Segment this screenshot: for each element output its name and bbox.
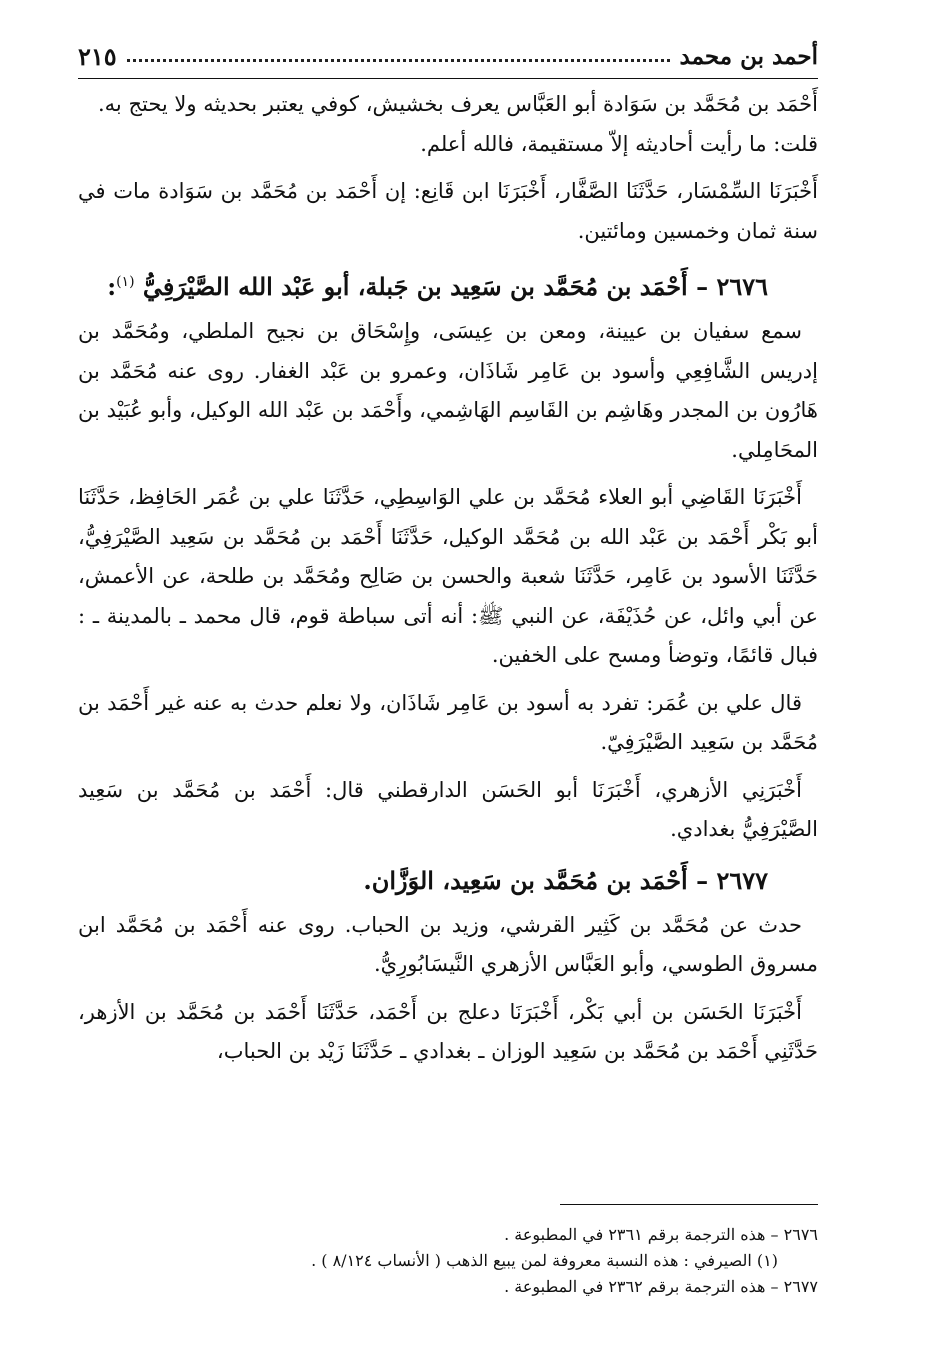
entry-heading-2677: ٢٦٧٧ – أَحْمَد بن مُحَمَّد بن سَعِيد، الوَزَّان. xyxy=(363,865,768,895)
footnote-marker: (١) xyxy=(116,274,135,290)
paragraph: سمع سفيان بن عيينة، ومعن بن عِيسَى، وإِسْحَاق بن نجيح الملطي، ومُحَمَّد بن إدريس الشَّافِعِي وأسود بن عَامِر شَاذَان، وعمرو بن عَبْد الغفار. روى عنه مُحَمَّد بن هَارُون بن المجدر وهَاشِم بن القَاسِم الهَاشِمي، وأَحْمَد بن عَبْد الله الوكيل، وأبو عُبَيْد بن المحَامِلي. xyxy=(78,319,818,462)
body-text xyxy=(78,85,818,1072)
paragraph: أَخْبَرَنِي الأزهري، أَخْبَرَنَا أبو الحَسَن الدارقطني قال: أَحْمَد بن مُحَمَّد بن سَعِيد الصَّيْرَفِيُّ بغدادي. xyxy=(78,777,818,841)
footnote: ٢٦٧٧ – هذه الترجمة برقم ٢٣٦٢ في المطبوعة . xyxy=(504,1277,818,1296)
paragraph: أَخْبَرَنَا القَاضِي أبو العلاء مُحَمَّد بن علي الوَاسِطِي، حَدَّثَنَا علي بن عُمَر الحَافِظ، حَدَّثَنَا أبو بَكْر أَحْمَد بن عَبْد الله بن مُحَمَّد الوكيل، حَدَّثَنَا أَحْمَد بن مُحَمَّد بن سَعِيد الصَّيْرَفِيُّ، حَدَّثَنَا الأسود بن عَامِر، حَدَّثَنَا شعبة والحسن بن صَالِح ومُحَمَّد بن طلحة، عن الأعمش، عن أبي وائل، عن حُذَيْفَة، عن النبي ﷺ: أنه أتى سباطة قوم، قال محمد ـ بالمدينة ـ : فبال قائمًا، وتوضأ ومسح على الخفين. xyxy=(78,485,818,667)
heading-colon: : xyxy=(107,272,117,301)
paragraph: قال علي بن عُمَر: تفرد به أسود بن عَامِر شَاذَان، ولا نعلم حدث به عنه غير أَحْمَد بن مُحَمَّد بن سَعِيد الصَّيْرَفِيّ. xyxy=(78,690,818,754)
paragraph: قلت: ما رأيت أحاديثه إلاّ مستقيمة، فالله أعلم. xyxy=(420,131,818,156)
paragraph: أَخْبَرَنَا الحَسَن بن أبي بَكْر، أَخْبَرَنَا دعلج بن أَحْمَد، حَدَّثَنَا أَحْمَد بن مُحَمَّد بن الأزهر، حَدَّثَنِي أَحْمَد بن مُحَمَّد بن سَعِيد الوزان ـ بغدادي ـ حَدَّثَنَا زَيْد بن الحباب، xyxy=(78,999,818,1063)
page-number: ٢١٥ xyxy=(78,41,117,71)
paragraph: حدث عن مُحَمَّد بن كَثِير القرشي، وزيد بن الحباب. روى عنه أَحْمَد بن مُحَمَّد ابن مسروق الطوسي، وأبو العَبَّاس الأزهري النَّيسَابُورِيُّ. xyxy=(78,912,818,976)
footnotes xyxy=(78,1222,818,1300)
running-header xyxy=(78,38,818,79)
footnote: (١) الصيرفي : هذه النسبة معروفة لمن يبيع الذهب ( الأنساب ٨/١٢٤ ) . xyxy=(311,1251,778,1270)
paragraph: أَخْبَرَنَا السِّمْسَار، حَدَّثَنَا الصَّفَّار، أَخْبَرَنَا ابن قَانِع: إن أَحْمَد بن مُحَمَّد بن سَوَادة مات في سنة ثمان وخمسين ومائتين. xyxy=(78,179,818,243)
document-page xyxy=(78,38,818,1296)
paragraph: أَحْمَد بن مُحَمَّد بن سَوَادة أبو العَبَّاس يعرف بخشيش، كوفي يعتبر بحديثه ولا يحتج به. xyxy=(98,92,818,116)
dotted-leader xyxy=(127,59,670,62)
footnote-separator xyxy=(560,1204,818,1205)
entry-heading-2676 xyxy=(78,261,818,308)
entry-heading-text: ٢٦٧٦ – أَحْمَد بن مُحَمَّد بن سَعِيد بن جَبلة، أبو عَبْد الله الصَّيْرَفِيُّ xyxy=(142,272,768,301)
footnote: ٢٦٧٦ – هذه الترجمة برقم ٢٣٦١ في المطبوعة . xyxy=(504,1225,818,1244)
running-title: أحمد بن محمد xyxy=(679,42,818,70)
